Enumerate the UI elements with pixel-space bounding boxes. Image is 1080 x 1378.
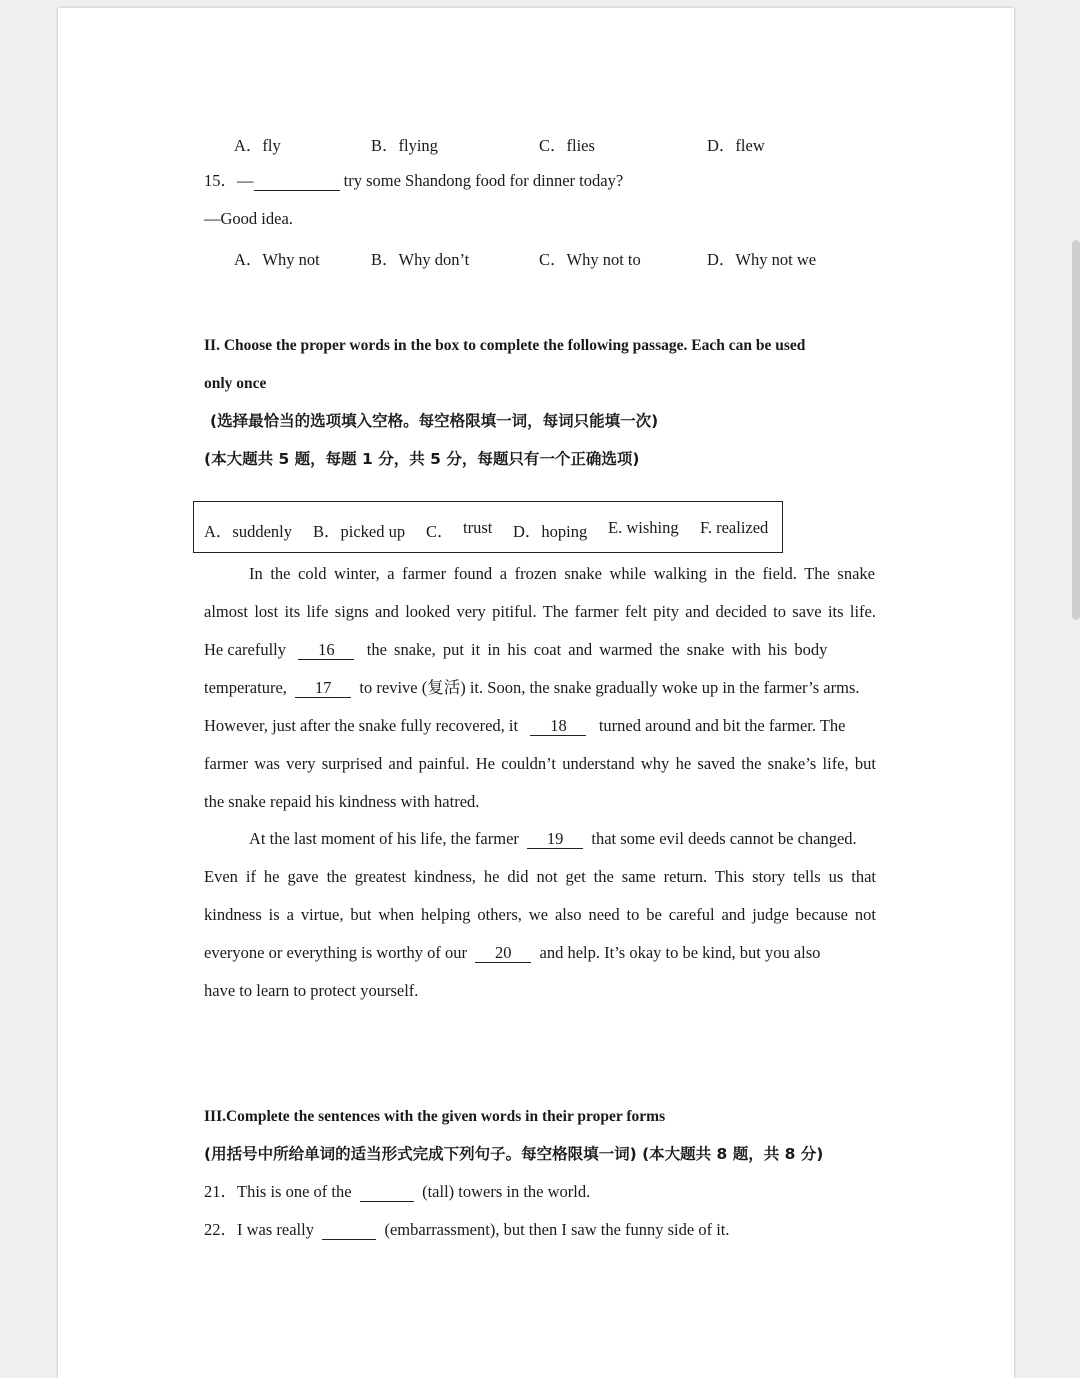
- passage-text: He carefully: [204, 640, 286, 659]
- q14-option-a: A．fly: [234, 136, 281, 155]
- q15-blank: [254, 172, 340, 191]
- q15-option-b: B．Why don’t: [371, 250, 470, 269]
- passage-p1-line6: farmer was very surprised and painful. He couldn’t understand why he saved the snake’s life, but: [204, 754, 876, 773]
- passage-text: the snake, put it in his coat and warmed the snake with his body: [366, 640, 828, 659]
- passage-p2-line3: kindness is a virtue, but when helping others, we also need to be careful and judge because not: [204, 905, 876, 924]
- q22-hint: (embarrassment), but then I saw the funny side of it.: [384, 1220, 730, 1239]
- blank-18: 18: [530, 717, 586, 736]
- passage-p1-line3: [204, 639, 827, 661]
- passage-p2-line4: [204, 942, 820, 964]
- q21-text: 21．This is one of the: [204, 1182, 352, 1201]
- q21-blank: [360, 1183, 414, 1202]
- word-option-f: F. realized: [700, 518, 769, 537]
- passage-text: and help. It’s okay to be kind, but you also: [539, 943, 821, 962]
- blank-19: 19: [527, 830, 583, 849]
- blank-16: 16: [298, 641, 354, 660]
- passage-text: However, just after the snake fully recovered, it: [204, 716, 519, 735]
- blank-17: 17: [295, 679, 351, 698]
- passage-p2-line2: Even if he gave the greatest kindness, he did not get the same return. This story tells us that: [204, 867, 876, 886]
- word-option-c-letter: C．: [426, 522, 454, 541]
- q15-option-a: A．Why not: [234, 250, 320, 269]
- q14-option-c: C．flies: [539, 136, 595, 155]
- section2-instruction-cn: (选择最恰当的选项填入空格。每空格限填一词，每词只能填一次): [210, 412, 659, 430]
- blank-20: 20: [475, 944, 531, 963]
- passage-text: that some evil deeds cannot be changed.: [591, 829, 857, 848]
- passage-text: At the last moment of his life, the farmer: [249, 829, 519, 848]
- passage-p1-line2: almost lost its life signs and looked very pitiful. The farmer felt pity and decided to save its life.: [204, 602, 876, 621]
- q14-option-d: D．flew: [707, 136, 765, 155]
- passage-p1-line7: the snake repaid his kindness with hatred.: [204, 792, 480, 811]
- passage-text: everyone or everything is worthy of our: [204, 943, 468, 962]
- passage-p2-line5: have to learn to protect yourself.: [204, 981, 419, 1000]
- passage-text: to revive (复活) it. Soon, the snake gradually woke up in the farmer’s arms.: [359, 678, 860, 697]
- word-box: [193, 501, 783, 553]
- q21: [204, 1181, 590, 1203]
- q15-text: try some Shandong food for dinner today?: [343, 171, 624, 190]
- passage-p1-line5: [204, 715, 846, 737]
- word-option-c: trust: [463, 518, 493, 537]
- q15-number: 15．—: [204, 171, 254, 190]
- section3-instruction-cn: (用括号中所给单词的适当形式完成下列句子。每空格限填一词) (本大题共 8 题，共 8 分): [204, 1145, 824, 1163]
- q15-stem: [204, 170, 623, 192]
- word-option-d: D．hoping: [513, 522, 588, 541]
- passage-p2-line1: [249, 828, 857, 850]
- q22-blank: [322, 1221, 376, 1240]
- q22: [204, 1219, 730, 1241]
- q15-reply: —Good idea.: [204, 209, 293, 228]
- q15-option-d: D．Why not we: [707, 250, 817, 269]
- document-page: [58, 8, 1014, 1378]
- vertical-scrollbar[interactable]: [1072, 240, 1080, 620]
- q15-option-c: C．Why not to: [539, 250, 641, 269]
- section3-heading: III.Complete the sentences with the given words in their proper forms: [204, 1108, 666, 1125]
- word-option-b: B．picked up: [313, 522, 406, 541]
- q21-hint: (tall) towers in the world.: [422, 1182, 591, 1201]
- passage-text: turned around and bit the farmer. The: [598, 716, 846, 735]
- word-option-e: E. wishing: [608, 518, 679, 537]
- passage-p1-line1: In the cold winter, a farmer found a frozen snake while walking in the field. The snake: [249, 564, 875, 583]
- passage-text: temperature,: [204, 678, 287, 697]
- q22-text: 22．I was really: [204, 1220, 314, 1239]
- passage-p1-line4: [204, 677, 860, 699]
- section2-scoring-cn: (本大题共 5 题，每题 1 分，共 5 分，每题只有一个正确选项): [204, 450, 640, 468]
- section2-heading-line2: only once: [204, 375, 267, 392]
- q14-option-b: B．flying: [371, 136, 438, 155]
- word-option-a: A．suddenly: [204, 522, 292, 541]
- section2-heading-line1: II. Choose the proper words in the box to complete the following passage. Each can be used: [204, 337, 806, 354]
